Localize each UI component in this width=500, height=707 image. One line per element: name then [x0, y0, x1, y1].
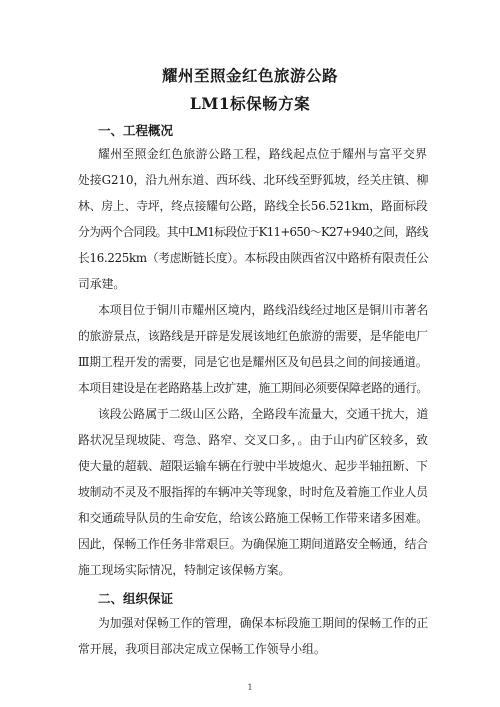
paragraph-line: 本项目建设是在老路路基上改扩建，施工期间必须要保障老路的通行。 — [78, 381, 428, 395]
document-title-line2: LM1标保畅方案 — [189, 94, 311, 113]
page-number: 1 — [247, 683, 253, 692]
paragraph-line: 处接G210，沿九州东道、西环线、北环线至野狐坡，经关庄镇、柳 — [78, 173, 429, 187]
paragraph-line: 长16.225km（考虑断链长度）。本标段由陕西省汉中路桥有限责任公 — [78, 251, 429, 265]
paragraph-line: 坡制动不灵及不服指挥的车辆冲关等现象，时时危及着施工作业人员 — [78, 485, 428, 499]
section2-heading: 二、组织保证 — [98, 591, 174, 606]
paragraph-line: 和交通疏导队员的生命安危，给该公路施工保畅工作带来诸多困难。 — [78, 511, 428, 525]
paragraph-line: 的旅游景点，该路线是开辟是发展该地红色旅游的需要，是华能电厂 — [78, 329, 428, 343]
paragraph-line: 本项目位于铜川市耀州区境内，路线沿线经过地区是铜川市著名 — [98, 303, 429, 317]
paragraph-line: 林、房上、寺坪，终点接耀旬公路，路线全长56.521km，路面标段 — [78, 199, 428, 213]
paragraph-line: Ⅲ期工程开发的需要，同是它也是耀州区及旬邑县之间的间接通道。 — [78, 355, 428, 369]
paragraph-line: 司承建。 — [78, 277, 126, 291]
paragraph-line: 常开展，我项目部决定成立保畅工作领导小组。 — [78, 642, 326, 656]
paragraph-line: 该段公路属于二级山区公路，全路段车流量大，交通干扰大，道 — [98, 407, 429, 421]
paragraph-line: 为加强对保畅工作的管理，确保本标段施工期间的保畅工作的正 — [98, 616, 429, 630]
paragraph-line: 路状况呈现坡陡、弯急、路窄、交叉口多，。由于山内矿区较多，致 — [78, 433, 429, 447]
paragraph-line: 因此，保畅工作任务非常艰巨。为确保施工期间道路安全畅通，结合 — [78, 537, 428, 551]
paragraph-line: 分为两个合同段。其中LM1标段位于K11+650～K27+940之间，路线 — [78, 225, 428, 239]
section1-heading: 一、工程概况 — [98, 123, 174, 138]
paragraph-line: 使大量的超载、超限运输车辆在行驶中半坡熄火、起步半轴扭断、下 — [78, 459, 428, 473]
paragraph-line: 耀州至照金红色旅游公路工程，路线起点位于耀州与富平交界 — [98, 147, 428, 161]
document-title-line1: 耀州至照金红色旅游公路 — [161, 66, 338, 85]
paragraph-line: 施工现场实际情况，特制定该保畅方案。 — [78, 563, 291, 577]
